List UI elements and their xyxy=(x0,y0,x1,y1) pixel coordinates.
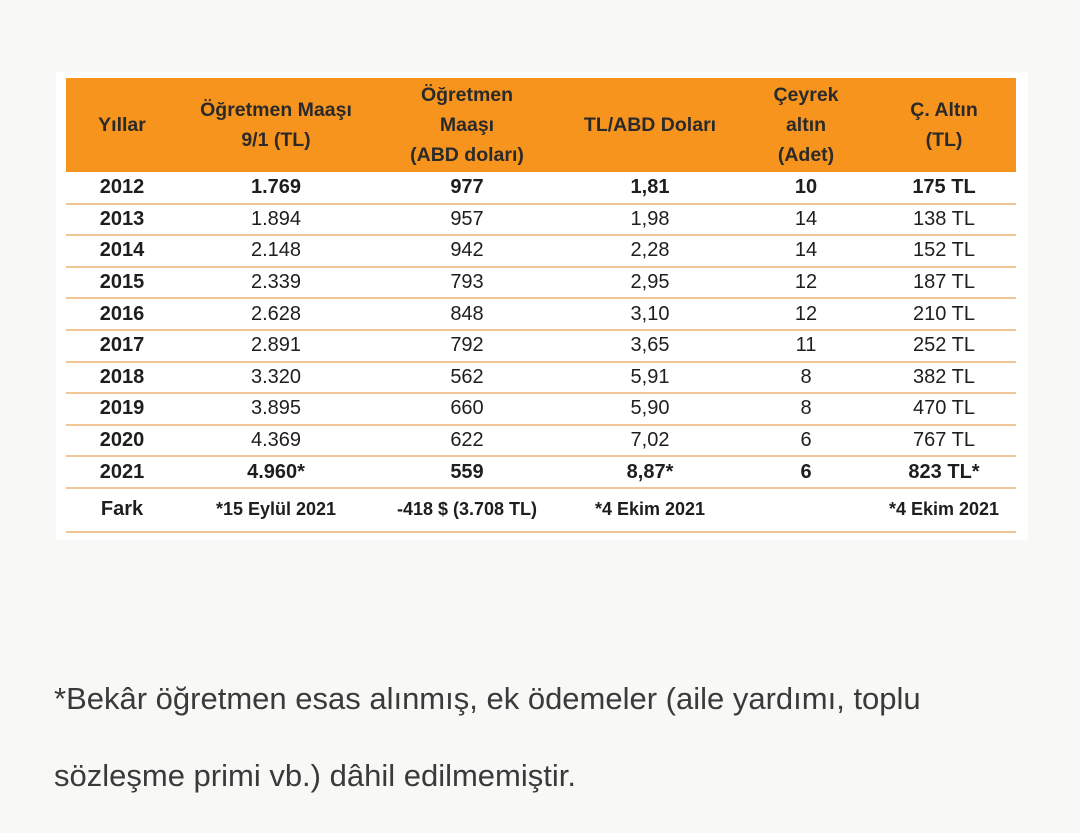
cell-gold-count: 6 xyxy=(800,429,812,452)
cell-salary-tl: 2.891 xyxy=(250,334,302,357)
header-exchange-rate: TL/ABD Doları xyxy=(583,114,717,136)
cell-salary-tl: 2.148 xyxy=(250,239,302,262)
cell-salary-tl: 2.339 xyxy=(250,271,302,294)
cell-gold-count: 12 xyxy=(794,302,818,325)
cell-exchange-rate: 3,65 xyxy=(630,334,670,357)
cell-salary-tl: 1.769 xyxy=(250,175,302,198)
cell-exchange-rate: 5,90 xyxy=(630,397,670,420)
cell-gold-tl: 187 TL xyxy=(913,271,975,294)
cell-salary-usd: 792 xyxy=(450,334,484,357)
cell-salary-usd: 793 xyxy=(450,271,484,294)
cell-salary-usd: 559 xyxy=(450,460,484,483)
cell-year: 2014 xyxy=(99,239,145,262)
cell-salary-usd: 562 xyxy=(450,365,484,388)
cell-gold-count: 10 xyxy=(794,175,818,198)
cell-gold-tl: 767 TL xyxy=(913,429,975,452)
salary-table-image xyxy=(56,72,1028,540)
cell-gold-tl: 210 TL xyxy=(913,302,975,325)
cell-year: 2021 xyxy=(99,460,145,483)
cell-year: 2017 xyxy=(99,334,145,357)
cell-exchange-rate: 1,98 xyxy=(630,207,670,230)
table-row xyxy=(66,298,1016,330)
cell-gold-count: 8 xyxy=(800,397,812,420)
table-row xyxy=(66,172,1016,204)
cell-exchange-rate: 7,02 xyxy=(630,429,670,452)
salary-table xyxy=(66,78,1016,533)
cell-salary-tl-note: *15 Eylül 2021 xyxy=(215,499,337,520)
cell-year: 2020 xyxy=(99,429,145,452)
table-row xyxy=(66,362,1016,394)
cell-salary-usd: 942 xyxy=(450,239,484,262)
cell-salary-usd: 977 xyxy=(450,175,484,198)
table-row xyxy=(66,425,1016,457)
cell-salary-usd-difference: -418 $ (3.708 TL) xyxy=(396,499,538,520)
cell-year: 2013 xyxy=(99,207,145,230)
cell-salary-tl: 2.628 xyxy=(250,302,302,325)
table-header-row xyxy=(66,78,1016,172)
cell-salary-tl: 4.960* xyxy=(247,460,305,483)
table-row xyxy=(66,456,1016,488)
cell-exchange-rate: 5,91 xyxy=(630,365,670,388)
cell-year: 2018 xyxy=(99,365,145,388)
header-years: Yıllar xyxy=(98,114,146,136)
cell-gold-count: 6 xyxy=(800,460,812,483)
cell-year: 2015 xyxy=(99,271,145,294)
cell-exchange-rate: 1,81 xyxy=(630,175,670,198)
cell-exchange-rate: 2,95 xyxy=(630,271,670,294)
cell-year: 2019 xyxy=(99,397,145,420)
cell-difference-label: Fark xyxy=(100,498,144,521)
cell-gold-count: 8 xyxy=(800,365,812,388)
cell-salary-tl: 1.894 xyxy=(250,207,302,230)
cell-salary-usd: 848 xyxy=(450,302,484,325)
cell-gold-tl-note: *4 Ekim 2021 xyxy=(888,499,1000,520)
cell-salary-tl: 3.895 xyxy=(250,397,302,420)
cell-gold-count-note xyxy=(740,488,872,532)
table-row xyxy=(66,330,1016,362)
table-row xyxy=(66,393,1016,425)
header-salary-usd: Öğretmen Maaşı (ABD doları) xyxy=(410,84,524,166)
cell-gold-tl: 470 TL xyxy=(913,397,975,420)
cell-gold-count: 11 xyxy=(795,334,817,357)
difference-row xyxy=(66,488,1016,532)
cell-gold-tl: 252 TL xyxy=(913,334,975,357)
cell-gold-count: 14 xyxy=(794,207,818,230)
cell-gold-tl: 382 TL xyxy=(913,365,975,388)
cell-salary-usd: 957 xyxy=(450,207,484,230)
header-quarter-gold-count: Çeyrek altın (Adet) xyxy=(773,84,839,166)
cell-exchange-rate: 8,87* xyxy=(626,460,674,483)
header-salary-tl: Öğretmen Maaşı 9/1 (TL) xyxy=(200,99,352,151)
cell-salary-usd: 660 xyxy=(450,397,484,420)
table-row xyxy=(66,267,1016,299)
footnote-text: *Bekâr öğretmen esas alınmış, ek ödemeler (aile yardımı, toplu sözleşme primi vb.) dâhil edilmemiştir. xyxy=(54,681,921,793)
cell-gold-tl: 138 TL xyxy=(913,207,975,230)
table-row xyxy=(66,204,1016,236)
cell-exchange-rate: 2,28 xyxy=(630,239,670,262)
cell-salary-usd: 622 xyxy=(450,429,484,452)
cell-exchange-rate-note: *4 Ekim 2021 xyxy=(594,499,706,520)
cell-gold-tl: 823 TL* xyxy=(908,460,980,483)
cell-year: 2012 xyxy=(99,175,145,198)
cell-gold-count: 12 xyxy=(794,271,818,294)
header-quarter-gold-tl: Ç. Altın (TL) xyxy=(910,99,978,151)
cell-gold-tl: 175 TL xyxy=(912,175,976,198)
cell-gold-count: 14 xyxy=(794,239,818,262)
cell-year: 2016 xyxy=(99,302,145,325)
table-row xyxy=(66,235,1016,267)
cell-gold-tl: 152 TL xyxy=(913,239,975,262)
cell-salary-tl: 4.369 xyxy=(250,429,302,452)
cell-exchange-rate: 3,10 xyxy=(630,302,670,325)
cell-salary-tl: 3.320 xyxy=(250,365,302,388)
